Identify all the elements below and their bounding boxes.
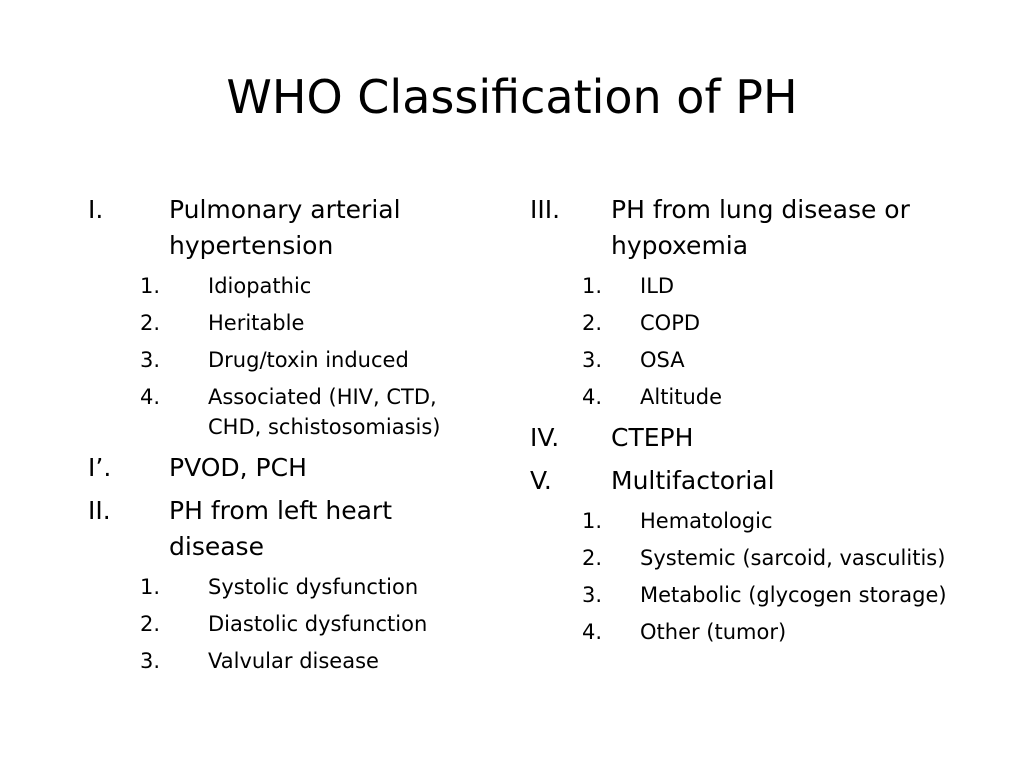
sub-list bbox=[530, 506, 950, 647]
list-item bbox=[530, 543, 950, 573]
group-label: Multifactorial bbox=[611, 466, 775, 495]
list-item bbox=[530, 271, 950, 301]
list-item bbox=[530, 345, 950, 375]
item-number: 1. bbox=[582, 274, 603, 298]
list-item bbox=[88, 271, 488, 301]
item-label: Other (tumor) bbox=[640, 620, 787, 644]
item-label: ILD bbox=[640, 274, 675, 298]
item-number: 3. bbox=[582, 583, 603, 607]
item-label: COPD bbox=[640, 311, 701, 335]
sub-list bbox=[530, 271, 950, 412]
item-number: 2. bbox=[582, 311, 603, 335]
item-label: Idiopathic bbox=[208, 274, 312, 298]
item-label: Valvular disease bbox=[208, 649, 379, 673]
item-number: 2. bbox=[582, 546, 603, 570]
item-label: Altitude bbox=[640, 385, 723, 409]
item-number: 1. bbox=[140, 274, 161, 298]
left-column bbox=[88, 192, 488, 684]
group-label: PVOD, PCH bbox=[169, 453, 307, 482]
right-column bbox=[530, 192, 950, 655]
item-number: 1. bbox=[582, 509, 603, 533]
item-label: Diastolic dysfunction bbox=[208, 612, 428, 636]
group-item bbox=[88, 192, 488, 264]
group-item bbox=[530, 463, 950, 499]
item-label: Drug/toxin induced bbox=[208, 348, 409, 372]
item-label: Systolic dysfunction bbox=[208, 575, 419, 599]
group-label: CTEPH bbox=[611, 423, 694, 452]
list-item bbox=[88, 382, 488, 442]
list-item bbox=[88, 609, 488, 639]
group-label: PH from left heart disease bbox=[169, 496, 393, 561]
item-label: Heritable bbox=[208, 311, 305, 335]
item-number: 1. bbox=[140, 575, 161, 599]
item-number: 2. bbox=[140, 311, 161, 335]
item-number: 4. bbox=[582, 620, 603, 644]
list-item bbox=[88, 572, 488, 602]
item-number: 4. bbox=[582, 385, 603, 409]
list-item bbox=[88, 308, 488, 338]
list-item bbox=[530, 308, 950, 338]
sub-list bbox=[88, 271, 488, 442]
list-item bbox=[88, 345, 488, 375]
group-item bbox=[530, 420, 950, 456]
list-item bbox=[88, 646, 488, 676]
item-label: Hematologic bbox=[640, 509, 773, 533]
group-item bbox=[88, 450, 488, 486]
list-item bbox=[530, 382, 950, 412]
group-number: V. bbox=[530, 466, 552, 495]
item-label: Metabolic (glycogen storage) bbox=[640, 583, 947, 607]
group-number: I’. bbox=[88, 453, 112, 482]
item-number: 3. bbox=[140, 348, 161, 372]
list-item bbox=[530, 580, 950, 610]
group-label: Pulmonary arterial hypertension bbox=[169, 195, 401, 260]
list-item bbox=[530, 506, 950, 536]
group-label: PH from lung disease or hypoxemia bbox=[611, 195, 910, 260]
group-number: II. bbox=[88, 496, 111, 525]
item-number: 4. bbox=[140, 385, 161, 409]
group-number: I. bbox=[88, 195, 104, 224]
group-item bbox=[530, 192, 950, 264]
item-label: Systemic (sarcoid, vasculitis) bbox=[640, 546, 946, 570]
item-number: 2. bbox=[140, 612, 161, 636]
slide-title: WHO Classification of PH bbox=[226, 70, 798, 124]
list-item bbox=[530, 617, 950, 647]
item-label: Associated (HIV, CTD, CHD, schistosomiasis) bbox=[208, 385, 441, 439]
item-number: 3. bbox=[140, 649, 161, 673]
item-label: OSA bbox=[640, 348, 685, 372]
item-number: 3. bbox=[582, 348, 603, 372]
sub-list bbox=[88, 572, 488, 676]
group-number: III. bbox=[530, 195, 561, 224]
group-number: IV. bbox=[530, 423, 560, 452]
group-item bbox=[88, 493, 488, 565]
